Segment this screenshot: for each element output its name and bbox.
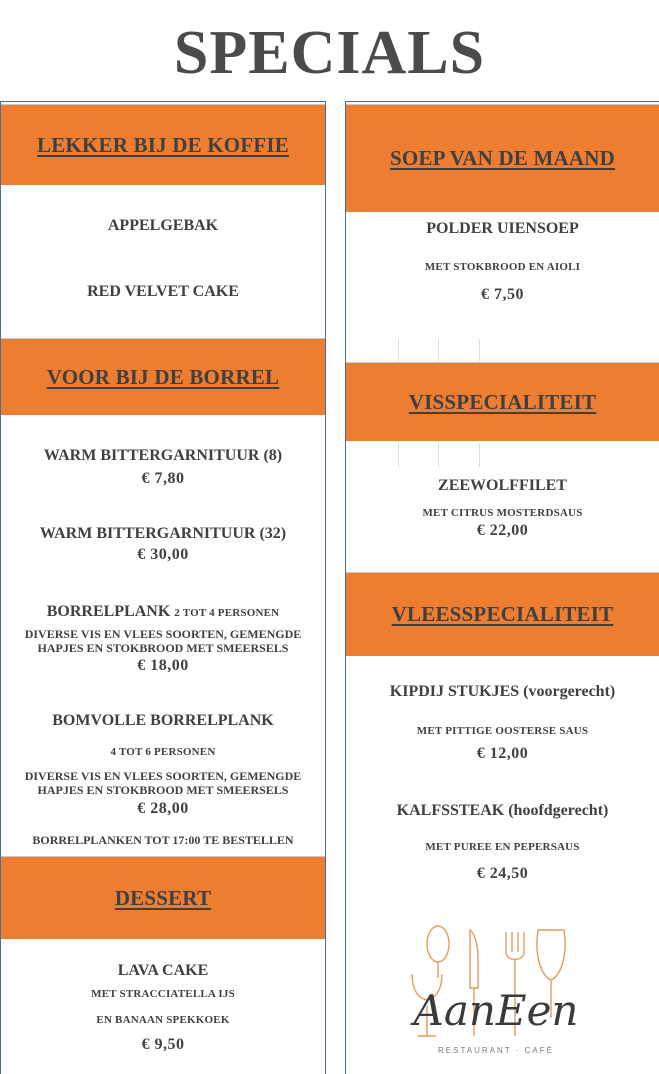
borrelplank-desc-1: DIVERSE VIS EN VLEES SOORTEN, GEMENGDE bbox=[24, 627, 302, 641]
price-borrelplank: € 18,00 bbox=[137, 657, 189, 674]
bomvolle-desc-1: DIVERSE VIS EN VLEES SOORTEN, GEMENGDE bbox=[24, 769, 302, 783]
price-bittergarnituur-8: € 7,80 bbox=[141, 470, 185, 487]
section-title-soep: SOEP VAN DE MAAND bbox=[390, 146, 615, 170]
uiensoep-desc: MET STOKBROOD EN AIOLI bbox=[424, 261, 581, 273]
borrelplank-desc-2: HAPJES EN STOKBROOD MET SMEERSELS bbox=[37, 641, 289, 655]
section-title-vlees: VLEESSPECIALITEIT bbox=[391, 602, 614, 626]
section-title-koffie: LEKKER BIJ DE KOFFIE bbox=[37, 132, 289, 157]
price-uiensoep: € 7,50 bbox=[481, 286, 524, 303]
borrelplank-note: BORRELPLANKEN TOT 17:00 TE BESTELLEN bbox=[32, 833, 294, 847]
menu-item-uiensoep: POLDER UIENSOEP bbox=[426, 220, 579, 237]
price-bomvolle-borrelplank: € 28,00 bbox=[137, 800, 189, 817]
price-bittergarnituur-32: € 30,00 bbox=[137, 546, 189, 563]
table-divider bbox=[479, 443, 480, 467]
item-name: BORRELPLANK bbox=[46, 603, 171, 620]
table-divider bbox=[479, 339, 480, 361]
menu-item-bittergarnituur-8: WARM BITTERGARNITUUR (8) bbox=[43, 447, 283, 464]
kipdij-desc: MET PITTIGE OOSTERSE SAUS bbox=[416, 725, 589, 737]
table-divider bbox=[398, 443, 399, 467]
price-kalfssteak: € 24,50 bbox=[476, 865, 529, 882]
bomvolle-persons: 4 TOT 6 PERSONEN bbox=[110, 746, 216, 758]
menu-item-red-velvet: RED VELVET CAKE bbox=[87, 283, 239, 300]
page-title: SPECIALS bbox=[173, 19, 486, 87]
section-title-dessert: DESSERT bbox=[114, 885, 212, 910]
logo-wordmark bbox=[398, 986, 594, 1035]
menu-item-bomvolle-borrelplank: BOMVOLLE BORRELPLANK bbox=[52, 712, 274, 729]
menu-item-kalfssteak: KALFSSTEAK (hoofdgerecht) bbox=[396, 802, 609, 819]
zeewolffilet-desc: MET CITRUS MOSTERDSAUS bbox=[422, 507, 583, 519]
section-title-vis: VISSPECIALITEIT bbox=[408, 389, 597, 414]
lava-cake-desc-1: MET STRACCIATELLA IJS bbox=[91, 988, 235, 1000]
logo-text: AanEen bbox=[413, 986, 579, 1035]
table-divider bbox=[398, 339, 399, 361]
table-divider bbox=[438, 443, 439, 467]
logo-tagline: RESTAURANT · CAFÉ bbox=[438, 1046, 554, 1055]
menu-item-appelgebak: APPELGEBAK bbox=[107, 217, 219, 234]
table-divider bbox=[438, 339, 439, 361]
section-title-borrel: VOOR BIJ DE BORREL bbox=[46, 364, 280, 389]
section-header-vlees bbox=[346, 572, 659, 656]
price-kipdij: € 12,00 bbox=[476, 745, 529, 762]
aaneen-logo bbox=[398, 918, 594, 1068]
lava-cake-desc-2: EN BANAAN SPEKKOEK bbox=[96, 1014, 230, 1026]
menu-item-zeewolffilet: ZEEWOLFFILET bbox=[438, 477, 567, 494]
section-header-vis bbox=[346, 362, 659, 441]
section-header-borrel bbox=[1, 338, 325, 415]
menu-item-lava-cake: LAVA CAKE bbox=[117, 962, 209, 979]
item-persons: 2 TOT 4 PERSONEN bbox=[174, 607, 280, 619]
menu-item-borrelplank bbox=[1, 603, 325, 621]
price-lava-cake: € 9,50 bbox=[141, 1036, 185, 1053]
menu-item-bittergarnituur-32: WARM BITTERGARNITUUR (32) bbox=[39, 525, 287, 542]
bomvolle-desc-2: HAPJES EN STOKBROOD MET SMEERSELS bbox=[37, 783, 289, 797]
kalfssteak-desc: MET PUREE EN PEPERSAUS bbox=[425, 841, 580, 853]
section-header-soep bbox=[346, 104, 659, 212]
menu-item-kipdij: KIPDIJ STUKJES (voorgerecht) bbox=[389, 683, 616, 700]
section-header-koffie bbox=[1, 104, 325, 185]
price-zeewolffilet: € 22,00 bbox=[476, 522, 529, 539]
left-column bbox=[0, 101, 326, 1074]
section-header-dessert bbox=[1, 856, 325, 939]
